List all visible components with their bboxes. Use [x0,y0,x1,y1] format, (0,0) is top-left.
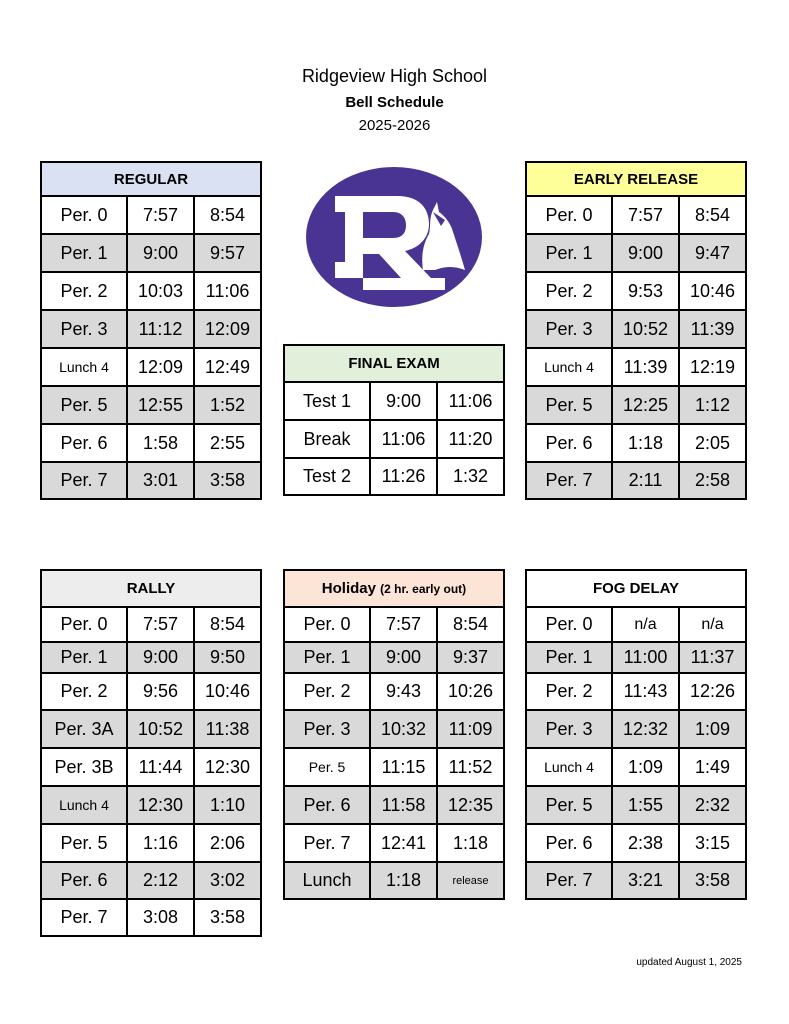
end-time-cell: 8:54 [194,607,261,642]
holiday-schedule-table [283,569,505,900]
period-cell: Lunch 4 [41,786,127,824]
start-time-cell: 11:44 [127,748,194,786]
start-time-cell: 9:00 [370,642,437,673]
period-cell: Per. 5 [284,748,370,786]
period-cell: Per. 5 [526,386,612,424]
end-time-cell: 3:15 [679,824,746,862]
period-cell: Per. 1 [284,642,370,673]
start-time-cell: 12:25 [612,386,679,424]
end-time-cell: 9:47 [679,234,746,272]
start-time-cell: 11:12 [127,310,194,348]
period-cell: Per. 3 [41,310,127,348]
period-cell: Per. 7 [41,899,127,936]
start-time-cell: 7:57 [370,607,437,642]
period-cell: Lunch 4 [526,348,612,386]
period-cell: Per. 7 [41,462,127,499]
end-time-cell: 2:05 [679,424,746,462]
start-time-cell: 12:55 [127,386,194,424]
period-cell: Per. 0 [284,607,370,642]
end-time-cell: 1:10 [194,786,261,824]
period-cell: Per. 2 [41,673,127,710]
holiday-title-text: Holiday [321,580,376,597]
start-time-cell: 1:18 [370,862,437,899]
start-time-cell: 11:26 [370,458,437,495]
period-cell: Per. 6 [284,786,370,824]
school-year: 2025-2026 [358,117,431,134]
end-time-cell: 10:46 [679,272,746,310]
period-cell: Per. 3 [526,310,612,348]
start-time-cell: 2:38 [612,824,679,862]
period-cell: Per. 7 [284,824,370,862]
end-time-cell: 1:09 [679,710,746,748]
end-time-cell: 11:06 [194,272,261,310]
start-time-cell: 10:03 [127,272,194,310]
end-time-cell: 3:58 [194,899,261,936]
start-time-cell: 11:00 [612,642,679,673]
end-time-cell: 9:50 [194,642,261,673]
end-time-cell: 1:18 [437,824,504,862]
fog-delay-title: FOG DELAY [526,570,746,607]
end-time-cell: n/a [679,607,746,642]
period-cell: Per. 7 [526,862,612,899]
start-time-cell: 11:58 [370,786,437,824]
start-time-cell: 9:00 [127,642,194,673]
ridgeview-wolf-r-logo-icon [305,166,483,308]
period-cell: Per. 3A [41,710,127,748]
end-time-cell: 11:06 [437,382,504,420]
rally-schedule-table [40,569,262,937]
start-time-cell: 12:41 [370,824,437,862]
start-time-cell: 9:00 [370,382,437,420]
end-time-cell: 1:52 [194,386,261,424]
period-cell: Per. 2 [526,673,612,710]
period-cell: Lunch 4 [41,348,127,386]
period-cell: Per. 1 [526,642,612,673]
period-cell: Per. 0 [41,196,127,234]
end-time-cell: 8:54 [437,607,504,642]
period-cell: Per. 3 [284,710,370,748]
period-cell: Per. 0 [526,196,612,234]
end-time-cell: 12:19 [679,348,746,386]
period-cell: Per. 1 [41,234,127,272]
end-time-cell: 11:39 [679,310,746,348]
period-cell: Per. 2 [41,272,127,310]
early-release-title: EARLY RELEASE [526,162,746,196]
period-cell: Per. 6 [526,824,612,862]
start-time-cell: 10:32 [370,710,437,748]
end-time-cell: 8:54 [194,196,261,234]
start-time-cell: 12:32 [612,710,679,748]
start-time-cell: 11:39 [612,348,679,386]
period-cell: Per. 2 [526,272,612,310]
start-time-cell: 3:08 [127,899,194,936]
start-time-cell: 9:53 [612,272,679,310]
period-cell: Per. 1 [41,642,127,673]
document-title: Bell Schedule [345,94,444,111]
period-cell: Per. 0 [41,607,127,642]
final-exam-title: FINAL EXAM [284,345,504,382]
end-time-cell: 11:20 [437,420,504,458]
end-time-cell: 2:32 [679,786,746,824]
start-time-cell: 7:57 [127,196,194,234]
end-time-cell: 8:54 [679,196,746,234]
end-time-cell: 11:37 [679,642,746,673]
end-time-cell: 2:06 [194,824,261,862]
period-cell: Per. 5 [41,824,127,862]
period-cell: Per. 6 [526,424,612,462]
period-cell: Per. 6 [41,862,127,899]
start-time-cell: 11:43 [612,673,679,710]
start-time-cell: 10:52 [127,710,194,748]
start-time-cell: 3:21 [612,862,679,899]
start-time-cell: 9:43 [370,673,437,710]
period-cell: Per. 0 [526,607,612,642]
end-time-cell: 10:26 [437,673,504,710]
end-time-cell: 11:52 [437,748,504,786]
period-cell: Per. 1 [526,234,612,272]
start-time-cell: 12:30 [127,786,194,824]
period-cell: Test 2 [284,458,370,495]
period-cell: Per. 7 [526,462,612,499]
period-cell: Test 1 [284,382,370,420]
end-time-cell: 12:26 [679,673,746,710]
end-time-cell: 3:58 [194,462,261,499]
fog-delay-schedule-table [525,569,747,900]
start-time-cell: n/a [612,607,679,642]
end-time-cell: 1:32 [437,458,504,495]
end-time-cell: 9:57 [194,234,261,272]
school-name: Ridgeview High School [301,66,488,86]
period-cell: Lunch [284,862,370,899]
end-time-cell: 12:35 [437,786,504,824]
end-time-cell: 1:49 [679,748,746,786]
period-cell: Lunch 4 [526,748,612,786]
start-time-cell: 7:57 [127,607,194,642]
period-cell: Per. 3B [41,748,127,786]
holiday-title [284,570,504,607]
rally-title: RALLY [41,570,261,607]
updated-date: updated August 1, 2025 [636,957,742,968]
start-time-cell: 10:52 [612,310,679,348]
period-cell: Per. 5 [526,786,612,824]
start-time-cell: 11:15 [370,748,437,786]
end-time-cell: 3:58 [679,862,746,899]
start-time-cell: 1:58 [127,424,194,462]
end-time-cell: 12:49 [194,348,261,386]
end-time-cell: 3:02 [194,862,261,899]
end-time-cell: 12:30 [194,748,261,786]
start-time-cell: 1:16 [127,824,194,862]
end-time-cell: 11:38 [194,710,261,748]
period-cell: Break [284,420,370,458]
start-time-cell: 9:00 [612,234,679,272]
end-time-cell: 9:37 [437,642,504,673]
start-time-cell: 1:55 [612,786,679,824]
period-cell: Per. 6 [41,424,127,462]
early-release-schedule-table [525,161,747,500]
start-time-cell: 2:11 [612,462,679,499]
end-time-cell: 2:55 [194,424,261,462]
end-time-cell: release [437,862,504,899]
final-exam-schedule-table [283,344,505,496]
period-cell: Per. 3 [526,710,612,748]
end-time-cell: 1:12 [679,386,746,424]
start-time-cell: 7:57 [612,196,679,234]
end-time-cell: 10:46 [194,673,261,710]
start-time-cell: 1:09 [612,748,679,786]
end-time-cell: 12:09 [194,310,261,348]
start-time-cell: 2:12 [127,862,194,899]
regular-title: REGULAR [41,162,261,196]
start-time-cell: 9:56 [127,673,194,710]
start-time-cell: 11:06 [370,420,437,458]
start-time-cell: 12:09 [127,348,194,386]
regular-schedule-table [40,161,262,500]
period-cell: Per. 5 [41,386,127,424]
start-time-cell: 1:18 [612,424,679,462]
period-cell: Per. 2 [284,673,370,710]
start-time-cell: 9:00 [127,234,194,272]
holiday-subtitle: (2 hr. early out) [380,582,467,596]
end-time-cell: 11:09 [437,710,504,748]
end-time-cell: 2:58 [679,462,746,499]
start-time-cell: 3:01 [127,462,194,499]
